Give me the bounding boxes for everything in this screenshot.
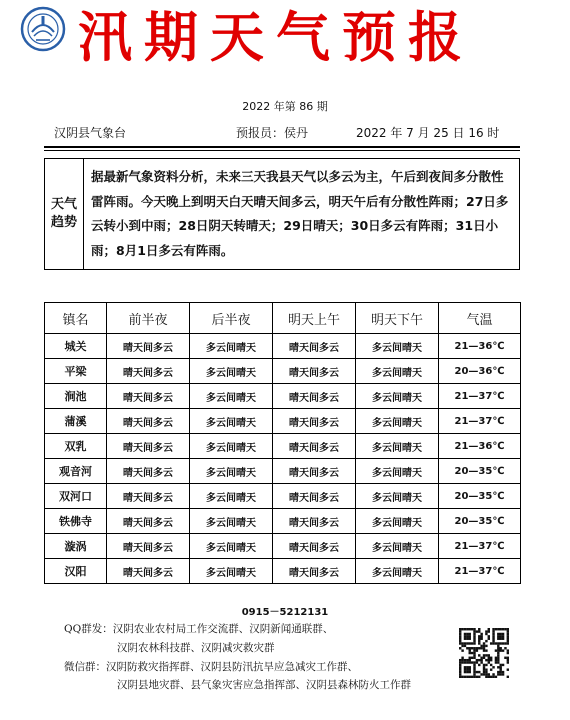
town-name-cell: 观音河 <box>45 459 107 484</box>
forecast-cell: 多云间晴天 <box>356 534 439 559</box>
forecast-cell: 晴天间多云 <box>107 559 190 584</box>
station-name: 汉阴县气象台 <box>54 126 127 140</box>
forecast-cell: 晴天间多云 <box>107 434 190 459</box>
temperature-cell: 20—35℃ <box>439 509 521 534</box>
header-rule-thick <box>44 146 520 148</box>
forecast-cell: 多云间晴天 <box>190 559 273 584</box>
table-row <box>45 334 521 359</box>
forecast-cell: 晴天间多云 <box>107 534 190 559</box>
forecast-cell: 晴天间多云 <box>107 509 190 534</box>
temperature-cell: 21—37℃ <box>439 384 521 409</box>
forecast-cell: 多云间晴天 <box>190 459 273 484</box>
issue-number: 2022 年第 86 期 <box>242 100 328 113</box>
temperature-cell: 21—36℃ <box>439 334 521 359</box>
column-header: 气温 <box>439 303 521 334</box>
forecast-cell: 多云间晴天 <box>190 484 273 509</box>
column-header: 镇名 <box>45 303 107 334</box>
column-header: 明天下午 <box>356 303 439 334</box>
table-row <box>45 459 521 484</box>
forecast-cell: 多云间晴天 <box>190 409 273 434</box>
forecast-cell: 多云间晴天 <box>190 509 273 534</box>
page-title: 汛期天气预报 <box>78 5 474 69</box>
forecast-cell: 晴天间多云 <box>273 459 356 484</box>
forecast-cell: 晴天间多云 <box>273 359 356 384</box>
contact-phone: 0915－5212131 <box>241 607 329 618</box>
town-name-cell: 城关 <box>45 334 107 359</box>
trend-label: 天气 趋势 <box>45 159 84 269</box>
forecast-cell: 晴天间多云 <box>107 359 190 384</box>
forecast-cell: 晴天间多云 <box>273 484 356 509</box>
forecast-cell: 多云间晴天 <box>356 384 439 409</box>
forecast-cell: 多云间晴天 <box>190 384 273 409</box>
qq-groups-line: 汉阴农林科技群、汉阴减灾救灾群 <box>117 641 275 654</box>
temperature-cell: 20—35℃ <box>439 459 521 484</box>
forecast-cell: 多云间晴天 <box>356 409 439 434</box>
forecast-cell: 晴天间多云 <box>273 384 356 409</box>
town-name-cell: 蒲溪 <box>45 409 107 434</box>
forecast-cell: 晴天间多云 <box>273 559 356 584</box>
forecast-cell: 多云间晴天 <box>356 459 439 484</box>
forecast-cell: 晴天间多云 <box>273 334 356 359</box>
table-header-row <box>45 303 521 334</box>
forecast-cell: 多云间晴天 <box>356 484 439 509</box>
wechat-groups-line: 汉阴县地灾群、县气象灾害应急指挥部、汉阴县森林防火工作群 <box>117 679 411 692</box>
table-row <box>45 534 521 559</box>
temperature-cell: 20—36℃ <box>439 359 521 384</box>
table-row <box>45 484 521 509</box>
forecast-cell: 晴天间多云 <box>107 459 190 484</box>
table-row <box>45 359 521 384</box>
forecast-cell: 多云间晴天 <box>356 359 439 384</box>
qq-groups-line: QQ群发：汉阴农业农村局工作交流群、汉阴新闻通联群、 <box>64 623 334 635</box>
column-header: 明天上午 <box>273 303 356 334</box>
forecast-cell: 多云间晴天 <box>356 334 439 359</box>
town-name-cell: 涧池 <box>45 384 107 409</box>
temperature-cell: 20—35℃ <box>439 484 521 509</box>
forecast-cell: 晴天间多云 <box>273 409 356 434</box>
trend-text: 据最新气象资料分析，未来三天我县天气以多云为主，午后到夜间多分散性雷阵雨。今天晚上到明天白天晴天间多云，明天午后有分散性阵雨；27日多云转小到中雨；28日阴天转晴天；29日晴天；30日多云有阵雨；31日小雨；8月1日多云有阵雨。 <box>91 169 509 258</box>
column-header: 后半夜 <box>190 303 273 334</box>
forecaster: 预报员：侯丹 <box>236 126 309 140</box>
column-header: 前半夜 <box>107 303 190 334</box>
header-rule-thin <box>44 150 520 151</box>
forecast-cell: 多云间晴天 <box>190 334 273 359</box>
weather-trend-box <box>44 158 520 270</box>
town-name-cell: 漩涡 <box>45 534 107 559</box>
table-row <box>45 384 521 409</box>
issue-time: 2022 年 7 月 25 日 16 时 <box>356 126 500 140</box>
forecast-cell: 多云间晴天 <box>356 509 439 534</box>
town-name-cell: 铁佛寺 <box>45 509 107 534</box>
temperature-cell: 21—37℃ <box>439 534 521 559</box>
table-row <box>45 434 521 459</box>
forecast-cell: 晴天间多云 <box>273 509 356 534</box>
temperature-cell: 21—37℃ <box>439 559 521 584</box>
town-name-cell: 平梁 <box>45 359 107 384</box>
wechat-groups-line: 微信群：汉阴防救灾指挥群、汉阴县防汛抗旱应急减灾工作群、 <box>64 660 358 673</box>
forecast-table <box>44 302 521 584</box>
forecast-cell: 晴天间多云 <box>107 484 190 509</box>
temperature-cell: 21—37℃ <box>439 409 521 434</box>
forecast-cell: 多云间晴天 <box>356 434 439 459</box>
forecast-cell: 多云间晴天 <box>190 359 273 384</box>
issue-info-row <box>44 124 520 144</box>
table-row <box>45 559 521 584</box>
forecast-cell: 晴天间多云 <box>107 384 190 409</box>
qr-code-icon <box>459 628 509 678</box>
forecast-cell: 晴天间多云 <box>273 534 356 559</box>
table-row <box>45 509 521 534</box>
table-row <box>45 409 521 434</box>
forecast-cell: 多云间晴天 <box>190 434 273 459</box>
forecast-cell: 晴天间多云 <box>107 409 190 434</box>
town-name-cell: 双河口 <box>45 484 107 509</box>
forecast-cell: 晴天间多云 <box>107 334 190 359</box>
forecast-cell: 多云间晴天 <box>190 534 273 559</box>
temperature-cell: 21—36℃ <box>439 434 521 459</box>
forecast-cell: 多云间晴天 <box>356 559 439 584</box>
meteorological-logo-icon <box>20 6 66 52</box>
town-name-cell: 汉阳 <box>45 559 107 584</box>
forecast-cell: 晴天间多云 <box>273 434 356 459</box>
town-name-cell: 双乳 <box>45 434 107 459</box>
distribution-groups <box>64 620 464 695</box>
